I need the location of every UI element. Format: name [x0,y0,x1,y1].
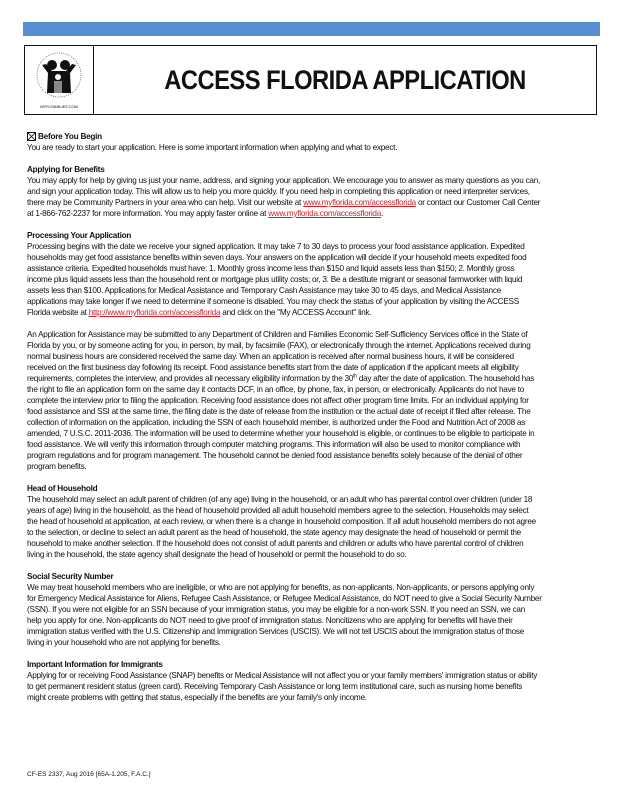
text-run: An Application for Assistance may be submitted to any Department of Children and Families Economic Self-Sufficiency Services office in the State of [27,330,528,339]
section [27,483,602,560]
text-run: amended, 7 U.S.C. 2011-2036. The information will be used to determine whether your household is eligible, or continues to be eligible to participate in [27,429,535,438]
superscript: th [353,373,357,380]
document-header [24,45,597,115]
text-line [27,406,602,417]
text-run: requirements, completes the interview, and provides all necessary eligibility information by the 30 [27,374,354,383]
text-run: Florida by you, or by someone acting for you, in person, by mail, by facsimile (FAX), or electronically through the internet. Applications received during [27,341,531,350]
text-run: day after the date of application. The household has [356,374,535,383]
section-heading [27,483,602,494]
text-line [27,527,602,538]
text-line [27,692,602,703]
text-run: assistance criteria. Expedited households must have: 1. Monthly gross income less than $150 and liquid assets less than $150; 2. Monthly gross [27,264,515,273]
text-run: assets less than $100. Applications for Medical Assistance and Temporary Cash Assistance may take 30 to 45 days, and Medical Assistance [27,286,501,295]
section [27,164,602,219]
text-run: at 1-866-762-2237 for more information. You may apply faster online at [27,209,269,218]
text-run: (SSN). If you were not eligible for an SSN because of your immigration status, you may be eligible for a non-work SSN. If you need an SSN, we can [27,605,526,614]
text-line [27,395,602,406]
text-line [27,549,602,560]
text-run: collection of information on the application, including the SSN of each household member, is authorized under the Food and Nutrition Act of 2008 as [27,418,526,427]
text-line [27,604,602,615]
section [27,659,602,703]
text-run: complete the interview prior to filing the application. Receiving food assistance does not affect other program time limits. For an individual applying for [27,396,529,405]
section [27,571,602,648]
text-run: and click on the "My ACCESS Account" link. [220,308,372,317]
text-run: Applying for or receiving Food Assistance (SNAP) benefits or Medical Assistance will not affect you or your family members' immigration status or ability [27,671,538,680]
text-line [27,340,602,351]
text-run: Florida website at [27,308,89,317]
text-line [27,681,602,692]
text-line [27,637,602,648]
text-line [27,142,602,153]
text-run: the right to file an application form on the same day it contacts DCF, in an office, by phone, fax, in person, or electronically. Applicants do not have to [27,385,525,394]
section-heading [27,164,602,175]
text-line [27,186,602,197]
text-run: You may apply for help by giving us just your name, address, and signing your application. We encourage you to answer as many questions as you can, [27,176,541,185]
section [27,329,602,472]
section-heading [27,659,602,670]
text-line [27,538,602,549]
text-run: might create problems with getting that status, especially if the benefits are your family's only income. [27,693,367,702]
text-run: households may get food assistance benefits within seven days. Your answers on the application will decide if your household meets expedited food [27,253,527,262]
text-line [27,450,602,461]
text-run: income plus liquid assets less than the household rent or mortgage plus utility costs; or, 3. Be a destitute migrant or seasonal farmworker with liquid [27,275,523,284]
logo-caption: MYFLFAMILIES.COM [40,104,78,109]
text-line [27,417,602,428]
text-run: or contact our Customer Call Center [415,198,541,207]
website-link[interactable]: www.myflorida.com/accessflorida [303,198,416,207]
section-heading [27,571,602,582]
text-line [27,263,602,274]
text-run: for Emergency Medical Assistance for Aliens, Refugee Cash Assistance, or Refugee Medical Assistance, do NOT need to give a Social Security Number [27,594,542,603]
section [27,131,602,153]
text-line [27,428,602,439]
text-line [27,285,602,296]
family-logo-icon [34,51,84,103]
text-line [27,626,602,637]
section-heading-text: Processing Your Application [27,231,132,240]
text-line [27,461,602,472]
website-link[interactable]: www.myflorida.com/accessflorida [268,209,382,218]
form-footer: CF-ES 2337, Aug 2016 [65A-1.205, F.A.C.] [27,771,151,778]
page-title: ACCESS FLORIDA APPLICATION [164,64,526,95]
text-line [27,351,602,362]
section [27,230,602,318]
document-body [27,131,602,714]
text-line [27,582,602,593]
text-run: applications may take longer if we need to determine if someone is disabled. You may check the status of your application by visiting the ACCESS [27,297,519,306]
text-run: living in your household who are not applying for benefits. [27,638,221,647]
section-heading-text: Applying for Benefits [27,165,105,174]
header-banner-bar [23,22,600,36]
section-heading [27,131,602,142]
text-run: program regulations and for program management. The household cannot be denied food assistance benefits solely because of the denial of other [27,451,523,460]
text-line [27,241,602,252]
text-line [27,670,602,681]
text-run: normal business hours are considered received the same day. When an application is received after normal business hours, it will be considered [27,352,514,361]
dcf-logo [25,46,94,114]
text-line [27,516,602,527]
text-line [27,274,602,285]
text-run: household to make another selection. If the household does not consist of adult parents and children or adults who have parental control of children [27,539,524,548]
text-line [27,593,602,604]
section-heading-text: Social Security Number [27,572,114,581]
section-heading-text: Before You Begin [38,132,102,141]
text-line [27,307,602,318]
checked-checkbox-icon[interactable] [27,132,36,141]
section-heading [27,230,602,241]
text-run: the head of household at application, at each review, or when there is a change in household composition. If all adult household members do not agree [27,517,536,526]
text-line [27,175,602,186]
text-run: immigration status verified with the U.S. Citizenship and Immigration Services (USCIS). We will not tell USCIS about the immigration status of those [27,627,525,636]
text-run: to the selection, or decline to select an adult parent as the head of household, the state agency may designate the head of household or permit the [27,528,521,537]
text-run: there may be Community Partners in your area who can help. Visit our website at [27,198,304,207]
section-heading-text: Important Information for Immigrants [27,660,163,669]
text-run: . [381,209,384,218]
text-line [27,252,602,263]
text-run: Processing begins with the date we receive your signed application. It may take 7 to 30 days to process your food assistance application. Expedited [27,242,525,251]
text-line [27,373,602,384]
text-line [27,494,602,505]
text-run: living in the household, the state agency shall designate the head of household or permit the household to do so. [27,550,407,559]
section-heading-text: Head of Household [27,484,98,493]
text-line [27,384,602,395]
text-line [27,505,602,516]
text-run: and sign your application today. This will allow us to help you more quickly. If you need help in completing this application or need interpreter services, [27,187,530,196]
text-line [27,208,602,219]
text-run: The household may select an adult parent of children (of any age) living in the household, or an adult who has parental control over children (under 18 [27,495,533,504]
text-line [27,439,602,450]
text-run: years of age) living in the household, as the head of household provided all adult household members agree to the selection. Households may select [27,506,529,515]
text-run: food assistance and SSI at the same time, the filing date is the date of release from the institution or the actual date of receipt if filed after release. The [27,407,531,416]
text-line [27,296,602,307]
text-run: program benefits. [27,462,87,471]
text-run: We may treat household members who are ineligible, or who are not applying for benefits, as non-applicants. Non-applicants, or persons applying only [27,583,535,592]
text-run: You are ready to start your application. Here is some important information when applying and what to expect. [27,143,398,152]
text-run: food assistance. We will verify this information through computer matching programs. This information will also be used to monitor compliance with [27,440,521,449]
website-link[interactable]: http://www.myflorida.com/accessflorida [88,308,221,317]
text-line [27,362,602,373]
text-run: help you apply for one. Non-applicants do NOT need to give proof of immigration status. Noncitizens who are applying for benefits will have their [27,616,513,625]
text-line [27,615,602,626]
text-run: received on the first business day following its receipt. Food assistance benefits start from the date of application if the applicant meets all eligibility [27,363,519,372]
text-line [27,329,602,340]
text-line [27,197,602,208]
text-run: to get permanent resident status (green card). Receiving Temporary Cash Assistance or long term institutional care, such as nursing home benefits [27,682,523,691]
